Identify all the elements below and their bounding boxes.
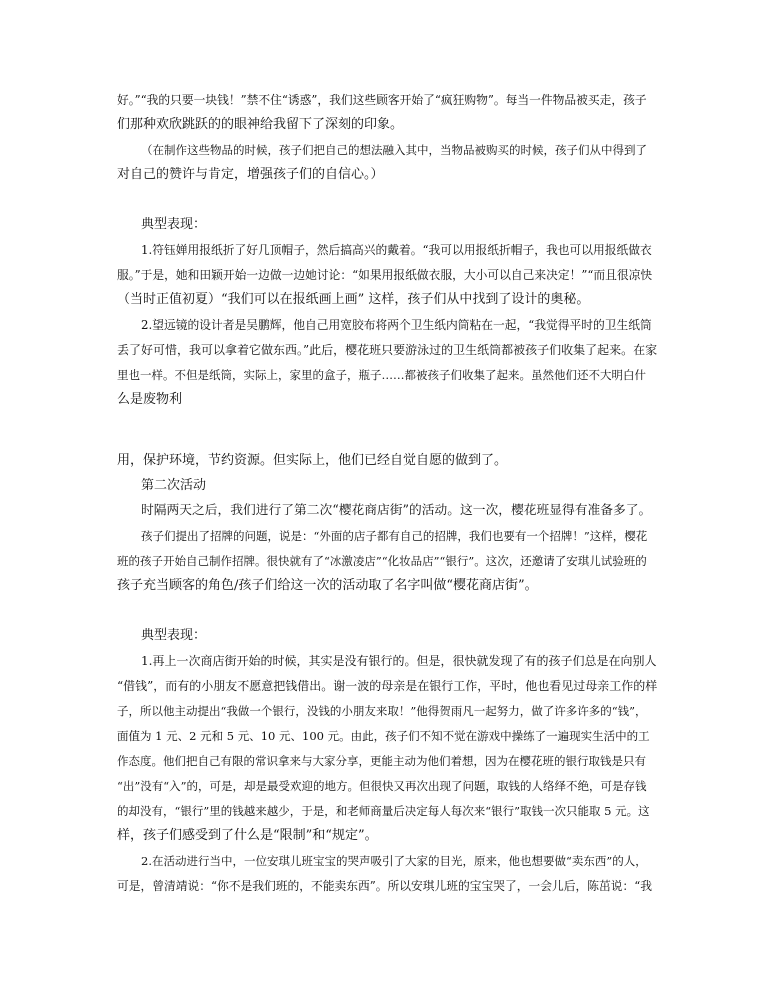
paragraph-line: 用，保护环境，节约资源。但实际上，他们已经自觉自愿的做到了。 (117, 453, 508, 468)
paragraph-line: 孩子们提出了招牌的问题，说是：“外面的店子都有自己的招牌，我们也要有一个招牌！”这样，樱花 (141, 529, 648, 543)
paragraph-line: “出”没有“入”的，可是，却是最受欢迎的地方。但很快又再次出现了问题，取钱的人络绎不绝，可是存钱 (117, 779, 647, 793)
section-label: 典型表现： (141, 628, 207, 643)
paragraph-line: 里也一样。不但是纸筒，实际上，家里的盒子，瓶子……都被孩子们收集了起来。虽然他们还不大明白什 (117, 368, 646, 382)
paragraph-line: 2.望远镜的设计者是吴鹏辉，他自己用宽胶布将两个卫生纸内筒粘在一起，“我觉得平时的卫生纸筒 (141, 318, 652, 332)
paragraph-line: “借钱”，而有的小朋友不愿意把钱借出。谢一波的母亲是在银行工作，平时，他也看见过母亲工作的样 (117, 679, 657, 693)
paragraph-line: 孩子充当顾客的角色/孩子们给这一次的活动取了名字叫做“樱花商店街”。 (117, 578, 538, 593)
paragraph-line: 1.再上一次商店街开始的时候，其实是没有银行的。但是，很快就发现了有的孩子们总是在向别人 (141, 654, 657, 668)
paragraph-line: 的却没有，“银行”里的钱越来越少，于是，和老师商量后决定每人每次来“银行”取钱一次只能取 5 元。这 (117, 804, 650, 818)
paragraph-line: 子，所以他主动提出“我做一个银行，没钱的小朋友来取！”他得贺雨凡一起努力，做了许多许多的“钱”， (117, 704, 647, 718)
paragraph-line: （当时正值初夏）“我们可以在报纸画上画” 这样，孩子们从中找到了设计的奥秘。 (117, 292, 590, 307)
paragraph-line: 丢了好可惜，我可以拿着它做东西。”此后，樱花班只要游泳过的卫生纸筒都被孩子们收集了起来。在家 (117, 343, 657, 357)
paragraph-line: 面值为 1 元、2 元和 5 元、10 元、100 元。由此，孩子们不知不觉在游戏中操练了一遍现实生活中的工 (117, 729, 650, 743)
paragraph-line: 么是废物利 (117, 392, 183, 407)
paragraph-line: 1.符钰婵用报纸折了好几顶帽子，然后搞高兴的戴着。“我可以用报纸折帽子，我也可以用报纸做衣 (141, 243, 652, 257)
section-heading: 第二次活动 (141, 478, 207, 493)
paragraph-line: 班的孩子开始自己制作招牌。很快就有了“冰激凌店”“化妆品店”“银行”。这次，还邀请了安琪儿试验班的 (117, 554, 647, 568)
paragraph-line: 可是，曾清靖说：“你不是我们班的，不能卖东西”。所以安琪儿班的宝宝哭了，一会儿后，陈茁说：“我 (117, 879, 653, 893)
paragraph-line: （在制作这些物品的时候，孩子们把自己的想法融入其中，当物品被购买的时候，孩子们从中得到了 (141, 143, 647, 157)
paragraph-line: 2.在活动进行当中，一位安琪儿班宝宝的哭声吸引了大家的目光，原来，他也想要做“卖东西”的人， (141, 854, 647, 868)
paragraph-line: 好。”“我的只要一块钱！”禁不住“诱惑”，我们这些顾客开始了“疯狂购物”。每当一件物品被买走，孩子 (117, 93, 647, 107)
paragraph-line: 对自己的赞许与肯定，增强孩子们的自信心。） (117, 167, 384, 182)
paragraph-line: 样，孩子们感受到了什么是“限制”和“规定”。 (117, 828, 378, 843)
paragraph-line: 时隔两天之后，我们进行了第二次“樱花商店街”的活动。这一次，樱花班显得有准备多了。 (141, 503, 652, 518)
paragraph-line: 作态度。他们把自己有限的常识拿来与大家分享，更能主动为他们着想，因为在樱花班的银行取钱是只有 (117, 754, 646, 768)
paragraph-line: 们那种欢欣跳跃的的眼神给我留下了深刻的印象。 (117, 117, 404, 132)
section-label: 典型表现： (141, 217, 207, 232)
paragraph-line: 服。”于是，她和田颖开始一边做一边她讨论：“如果用报纸做衣服，大小可以自己来决定！”“而且很凉快 (117, 268, 653, 282)
